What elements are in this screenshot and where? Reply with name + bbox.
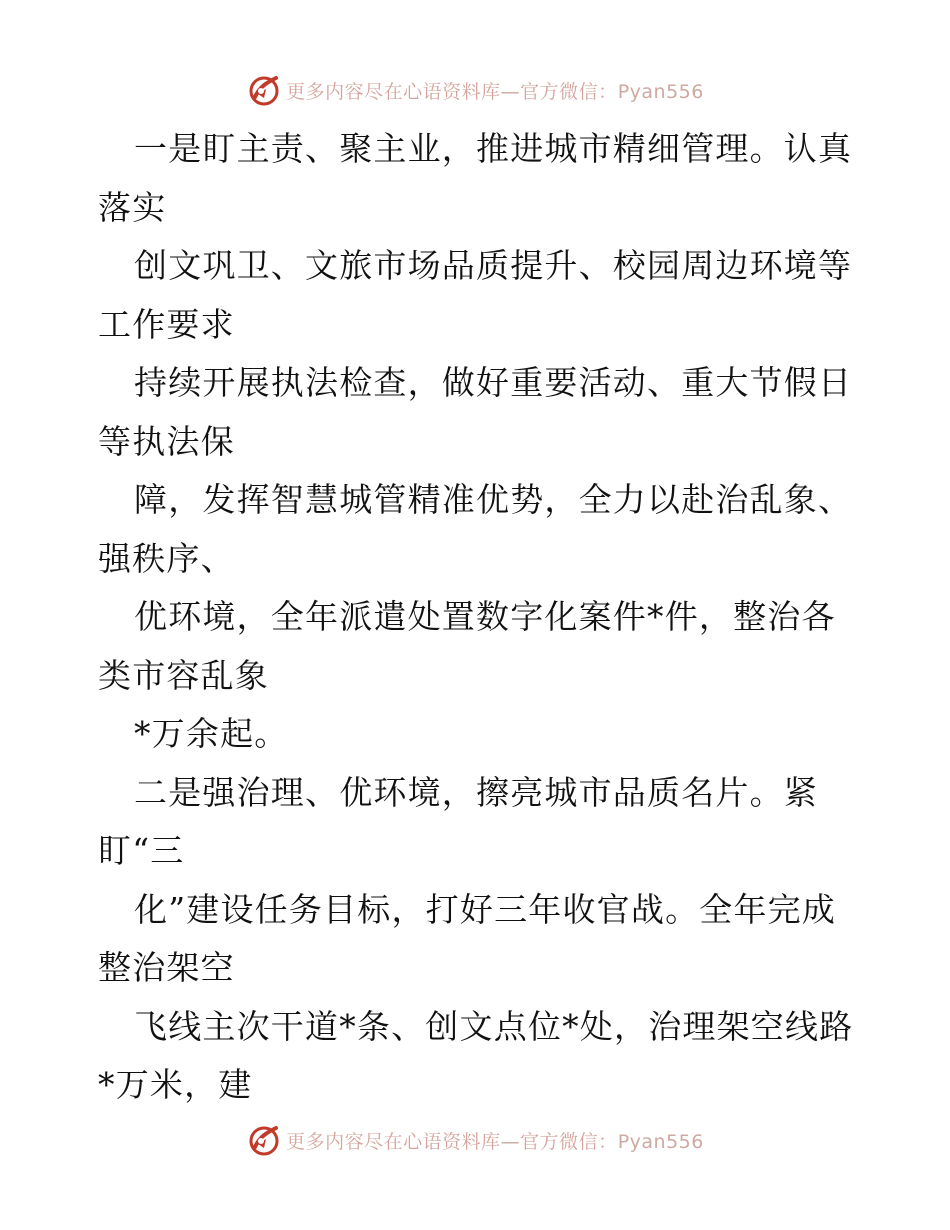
watermark-brand: 更多内容尽在心语资料库: [286, 1130, 501, 1153]
header-watermark: [0, 70, 950, 110]
watermark-separator: —: [500, 1130, 521, 1153]
text-line: 等执法保: [98, 421, 235, 461]
text-line: 类市容乱象: [98, 655, 269, 695]
text-line: 强秩序、: [98, 538, 235, 578]
text-line: 盯“三: [98, 831, 185, 870]
text-line: *万余起。: [134, 714, 289, 753]
text-line: 优环境，全年派遣处置数字化案件*件，整治各: [134, 597, 836, 636]
text-line: 障，发挥智慧城管精准优势，全力以赴治乱象、: [134, 480, 853, 519]
watermark-text: [286, 77, 704, 104]
text-line: 工作要求: [98, 304, 235, 344]
text-line: 一是盯主责、聚主业，推进城市精细管理。认真: [134, 129, 853, 168]
brush-seal-icon: [246, 1122, 282, 1158]
text-line: 化”建设任务目标，打好三年收官战。全年完成: [134, 889, 837, 929]
watermark-wechat-label: 官方微信：: [520, 1130, 618, 1153]
watermark-wechat-label: 官方微信：: [520, 80, 618, 103]
text-line: 落实: [98, 187, 167, 227]
brush-seal-icon: [246, 72, 282, 108]
footer-watermark: [0, 1120, 950, 1160]
watermark-separator: —: [500, 80, 521, 103]
text-line: 创文巩卫、文旅市场品质提升、校园周边环境等: [134, 246, 853, 285]
text-line: 持续开展执法检查，做好重要活动、重大节假日: [134, 363, 853, 402]
text-line: *万米，建: [98, 1065, 253, 1104]
watermark-wechat-id: Pyan556: [617, 80, 704, 103]
text-line: 二是强治理、优环境，擦亮城市品质名片。紧: [134, 772, 818, 812]
watermark-wechat-id: Pyan556: [617, 1130, 704, 1153]
text-line: 整治架空: [98, 948, 235, 987]
text-line: 飞线主次干道*条、创文点位*处，治理架空线路: [134, 1006, 854, 1046]
document-body: [98, 120, 858, 1115]
watermark-brand: 更多内容尽在心语资料库: [286, 80, 501, 103]
watermark-text: [286, 1127, 704, 1154]
